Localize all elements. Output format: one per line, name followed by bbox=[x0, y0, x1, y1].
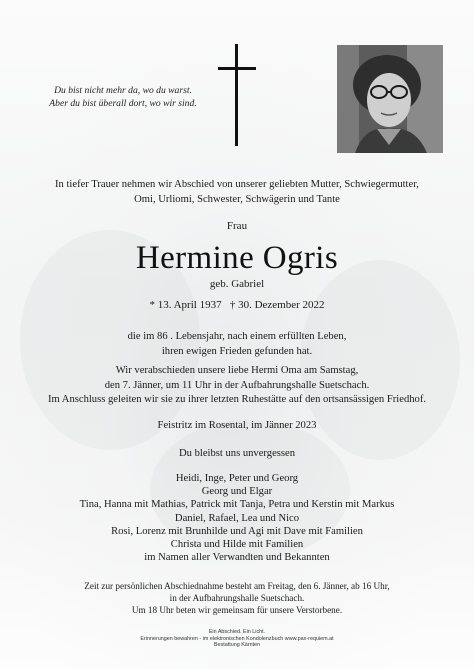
notice-line: Zeit zur persönlichen Abschiednahme besteht am Freitag, den 6. Jänner, ab 16 Uhr, bbox=[84, 581, 390, 591]
intro-text bbox=[0, 177, 474, 207]
footer-line: Erinnerungen bewahren - im elektronischen Kondolenzbuch www.pax-requiem.at bbox=[140, 635, 334, 642]
viewing-notice bbox=[0, 580, 474, 616]
mourner-line: Christa und Hilde mit Familien bbox=[170, 539, 304, 551]
farewell-text bbox=[0, 364, 474, 408]
verse-line: Aber du bist überall dort, wo wir sind. bbox=[49, 98, 197, 109]
mourners-list bbox=[0, 472, 474, 551]
memorial-verse bbox=[38, 84, 208, 110]
farewell-line: Im Anschluss geleiten wir sie zu ihrer letzten Ruhestätte auf den ortsansässigen Friedhof. bbox=[47, 394, 427, 405]
place-date: Feistritz im Rosental, im Jänner 2023 bbox=[157, 420, 317, 431]
footer-line: Bestattung Kärnten bbox=[213, 642, 261, 649]
verse-line: Du bist nicht mehr da, wo du warst. bbox=[54, 85, 192, 96]
mourner-line: Heidi, Inge, Peter und Georg bbox=[175, 473, 299, 484]
age-line: ihren ewigen Frieden gefunden hat. bbox=[161, 346, 313, 357]
mourner-line: Tina, Hanna mit Mathias, Patrick mit Tanja, Petra und Kerstin mit Markus bbox=[79, 499, 395, 511]
footer-line: Ein Abschied. Ein Licht. bbox=[208, 629, 266, 635]
age-text bbox=[0, 329, 474, 359]
mourner-line: Daniel, Rafael, Lea und Nico bbox=[174, 512, 300, 524]
mourner-line: Rosi, Lorenz mit Brunhilde und Agi mit Dave mit Familien bbox=[111, 525, 363, 537]
life-dates: * 13. April 1937 † 30. Dezember 2022 bbox=[149, 299, 325, 311]
salutation: Frau bbox=[226, 220, 248, 232]
unvergessen-line: Du bleibst uns unvergessen bbox=[178, 448, 296, 459]
cross-icon bbox=[218, 44, 256, 146]
farewell-line: Wir verabschieden unsere liebe Hermi Oma am Samstag, bbox=[115, 365, 359, 376]
deceased-name: Hermine Ogris bbox=[135, 240, 339, 276]
intro-line: In tiefer Trauer nehmen wir Abschied von unserer geliebten Mutter, Schwiegermutter, bbox=[55, 179, 419, 190]
notice-line: in der Aufbahrungshalle Suetschach. bbox=[169, 593, 305, 603]
birth-name: geb. Gabriel bbox=[209, 278, 265, 290]
notice-line: Um 18 Uhr beten wir gemeinsam für unsere Verstorbene. bbox=[131, 605, 343, 615]
mourner-line: Georg und Elgar bbox=[201, 486, 273, 498]
farewell-line: den 7. Jänner, um 11 Uhr in der Aufbahrungshalle Suetschach. bbox=[104, 379, 370, 391]
intro-line: Omi, Urliomi, Schwester, Schwägerin und Tante bbox=[134, 194, 340, 205]
portrait-photo bbox=[337, 45, 443, 153]
relatives-line: im Namen aller Verwandten und Bekannten bbox=[144, 552, 330, 563]
age-line: die im 86 . Lebensjahr, nach einem erfüllten Leben, bbox=[127, 331, 347, 342]
footer-imprint bbox=[0, 629, 474, 649]
